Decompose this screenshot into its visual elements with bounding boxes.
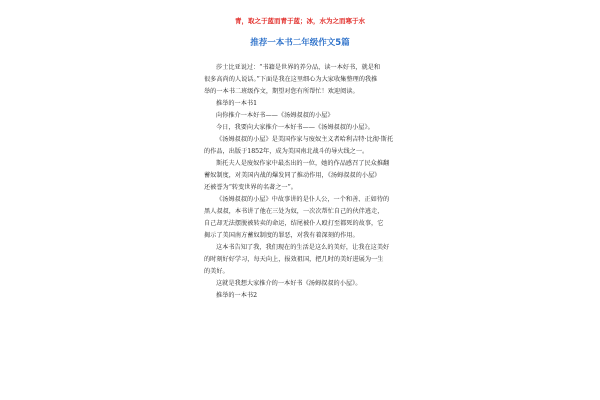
paragraph-line: 斯托夫人是废奴作家中最杰出的一位，她的作品感召了民众推翻 xyxy=(216,160,390,167)
document-body xyxy=(204,62,414,302)
intro-line: 举的一本书二班级作文，期望对您有所帮忙！欢迎阅读。 xyxy=(204,88,359,95)
paragraph-line: 还被誉为“转变世界的名著之一”。 xyxy=(204,184,297,191)
intro-line: 很多高尚的人说话。”下面是我在这里细心为大家收集整理的我推 xyxy=(204,76,378,83)
paragraph-line: 自己却无法摆脱被转卖的命运，结尾被仆人殴打至都死的故事，它 xyxy=(204,220,384,227)
section-heading-1: 推举的一本书1 xyxy=(216,100,258,107)
paragraph-line: 今日，我要向大家推介一本好书——《汤姆叔叔的小屋》。 xyxy=(216,124,374,131)
paragraph-line: 《汤姆叔叔的小屋》是美国作家与废奴主义者哈利吉特·比彻·斯托 xyxy=(216,136,394,143)
paragraph-line: 这就是我想大家推介的一本好书《汤姆叔叔的小屋》。 xyxy=(216,280,362,287)
paragraph-line: 的美好。 xyxy=(204,268,229,275)
header-quote: 青，取之于蓝而青于蓝；冰，水为之而寒于水 xyxy=(235,17,365,25)
paragraph-line: 黑人叔叔，本书讲了他在三处为奴，一次次帮忙自己的伙伴逃走， xyxy=(204,208,384,215)
intro-line: 莎士比亚说过：“书籍是世界的养分品，读一本好书，就是和 xyxy=(216,64,381,71)
paragraph-line: 的作品，出版于1852年，成为美国南北战斗的导火线之一。 xyxy=(204,148,369,155)
paragraph-line: 这本书告知了我，我们现在的生活是这么的美好，让我在这美好 xyxy=(216,244,390,251)
section-heading-2: 推举的一本书2 xyxy=(216,292,258,299)
paragraph-line: 向你推介一本好书——《汤姆叔叔的小屋》 xyxy=(216,112,334,119)
paragraph-line: 《汤姆叔叔的小屋》中故事讲的是仆人公，一个和善、正如待的 xyxy=(216,196,390,203)
paragraph-line: 蓄奴制度，对美国内战的爆发同了推动作用，《汤姆叔叔的小屋》 xyxy=(204,172,381,179)
document-title: 推荐一本书二年级作文5篇 xyxy=(250,38,350,48)
paragraph-line: 揭示了美国南方蓄奴制度的罪恶，对我有着深刻的作用。 xyxy=(204,232,359,239)
paragraph-line: 的时刻好好学习，每天向上，报效祖国，把几时的美好进展为一生 xyxy=(204,256,384,263)
